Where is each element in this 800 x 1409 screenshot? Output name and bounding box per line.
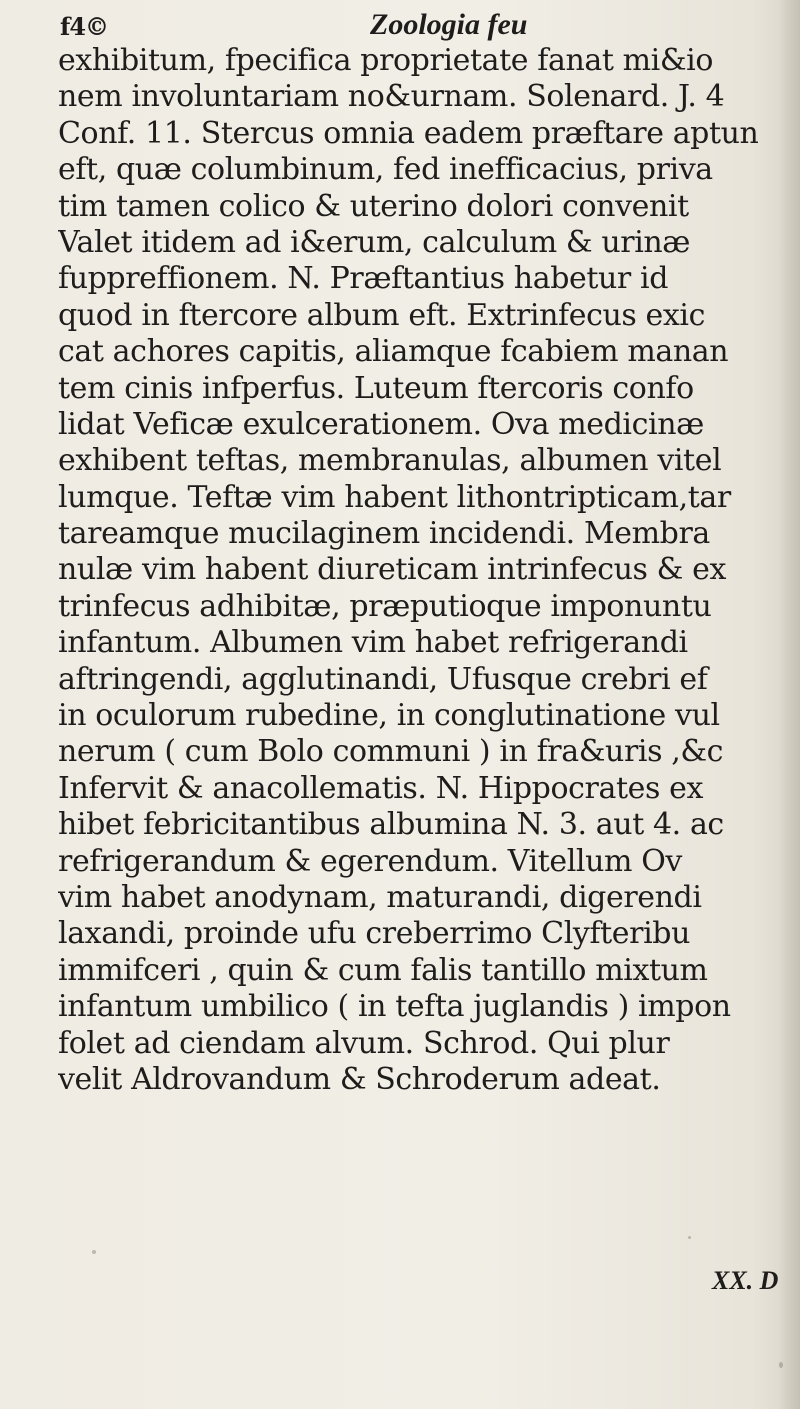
paper-speck bbox=[779, 1362, 783, 1368]
text-line: lumque. Teftæ vim habent lithontripticam,tar bbox=[58, 479, 731, 515]
text-line: cat achores capitis, aliamque fcabiem manan bbox=[58, 334, 729, 370]
text-line: refrigerandum & egerendum. Vitellum Ov bbox=[58, 843, 682, 879]
text-line: infantum umbilico ( in tefta juglandis ) impon bbox=[58, 989, 731, 1025]
text-line: laxandi, proinde ufu creberrimo Clyfteribu bbox=[58, 916, 691, 952]
text-line: tem cinis infperfus. Luteum ftercoris confo bbox=[58, 370, 694, 406]
running-head: Zoologia feu bbox=[370, 8, 528, 41]
text-line: nulæ vim habent diureticam intrinfecus & ex bbox=[58, 552, 726, 588]
text-line: tareamque mucilaginem incidendi. Membra bbox=[58, 516, 710, 552]
text-line: Infervit & anacollematis. N. Hippocrates ex bbox=[58, 770, 703, 806]
text-line: exhibitum, fpecifica proprietate fanat mi&io bbox=[58, 43, 714, 78]
text-line: hibet febricitantibus albumina N. 3. aut 4. ac bbox=[58, 807, 724, 843]
text-line: exhibent teftas, membranulas, albumen vitel bbox=[58, 443, 722, 479]
text-line: lidat Veficæ exulcerationem. Ova medicinæ bbox=[58, 406, 704, 442]
paper-speck bbox=[92, 1250, 96, 1254]
text-line: quod in ftercore album eft. Extrinfecus exic bbox=[58, 297, 706, 333]
paper-speck bbox=[688, 1236, 691, 1239]
text-line: folet ad ciendam alvum. Schrod. Qui plur bbox=[58, 1025, 670, 1061]
text-line: Conf. 11. Stercus omnia eadem præftare aptun bbox=[58, 115, 759, 151]
text-line: tim tamen colico & uterino dolori convenit bbox=[58, 188, 689, 224]
catchword: XX. D bbox=[712, 1266, 779, 1295]
body-text bbox=[58, 43, 798, 1098]
page-number: f4© bbox=[60, 12, 109, 41]
text-line: Valet itidem ad i&erum, calculum & urinæ bbox=[58, 224, 691, 260]
text-line: vim habet anodynam, maturandi, digerendi bbox=[58, 879, 702, 915]
text-line: aftringendi, agglutinandi, Ufusque crebri ef bbox=[58, 661, 708, 697]
text-line: infantum. Albumen vim habet refrigerandi bbox=[58, 625, 688, 661]
text-line: in oculorum rubedine, in conglutinatione vul bbox=[58, 698, 720, 734]
text-line: eft, quæ columbinum, fed inefficacius, priva bbox=[58, 152, 713, 188]
text-line: trinfecus adhibitæ, præputioque imponuntu bbox=[58, 588, 712, 624]
page-header bbox=[60, 4, 780, 44]
text-line: velit Aldrovandum & Schroderum adeat. bbox=[58, 1061, 661, 1097]
text-line: nem involuntariam no&urnam. Solenard. J. 4 bbox=[58, 79, 725, 115]
text-line: immifceri , quin & cum falis tantillo mixtum bbox=[58, 952, 708, 988]
text-line: nerum ( cum Bolo communi ) in fra&uris ,&c bbox=[58, 734, 724, 770]
text-line: fuppreffionem. N. Præftantius habetur id bbox=[58, 261, 669, 297]
